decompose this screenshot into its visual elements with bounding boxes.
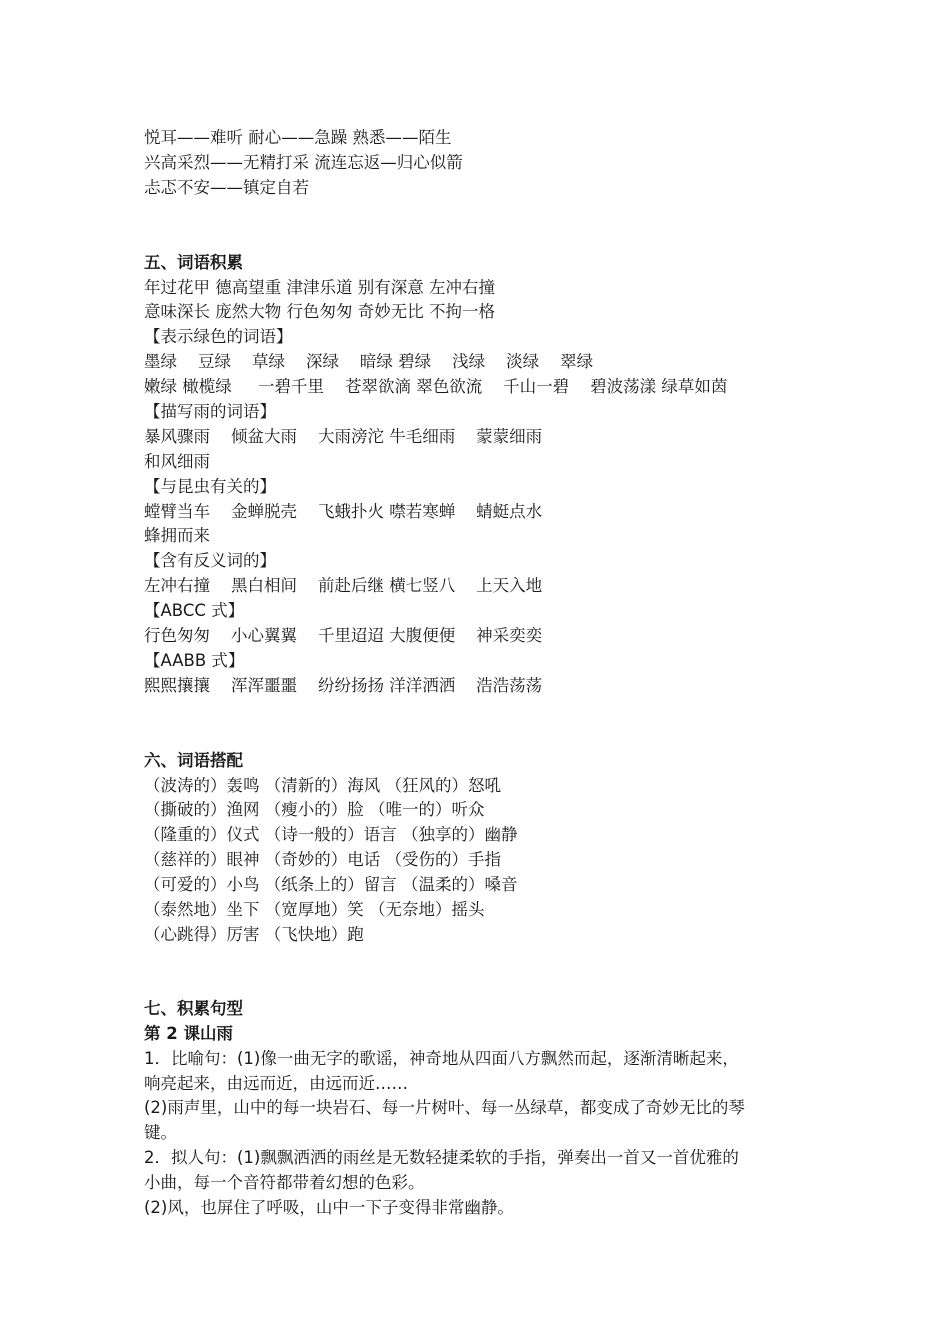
text-line: （撕破的）渔网 （瘦小的）脸 （唯一的）听众 [144,800,485,820]
text-line: 嫩绿 橄榄绿 一碧千里 苍翠欲滴 翠色欲流 千山一碧 碧波荡漾 绿草如茵 [144,377,728,397]
text-line: 蜂拥而来 [144,526,210,546]
text-line: (2)雨声里，山中的每一块岩石、每一片树叶、每一丛绿草，都变成了奇妙无比的琴 [144,1098,745,1118]
text-line: （波涛的）轰鸣 （清新的）海风 （狂风的）怒吼 [144,775,501,795]
text-line: (2)风，也屏住了呼吸，山中一下子变得非常幽静。 [144,1197,514,1217]
antonym-line: 兴高采烈——无精打采 流连忘返—归心似箭 [144,152,463,172]
document-page [144,126,824,1221]
section-heading: 六、词语搭配 [144,750,243,770]
text-line: 螳臂当车 金蝉脱壳 飞蛾扑火 噤若寒蝉 蜻蜓点水 [144,501,543,521]
text-line: 墨绿 豆绿 草绿 深绿 暗绿 碧绿 浅绿 淡绿 翠绿 [144,352,594,372]
category-label: 【描写雨的词语】 [144,402,276,422]
section-heading: 五、词语积累 [144,252,243,272]
category-label: 【含有反义词的】 [144,551,276,571]
section-vocabulary [144,251,824,699]
section-sentence-patterns [144,997,824,1221]
text-line: （慈祥的）眼神 （奇妙的）电话 （受伤的）手指 [144,850,501,870]
text-line: 响亮起来，由远而近，由远而近…… [144,1073,408,1093]
text-line: 左冲右撞 黑白相间 前赴后继 横七竖八 上天入地 [144,576,543,596]
text-line: 行色匆匆 小心翼翼 千里迢迢 大腹便便 神采奕奕 [144,626,543,646]
text-line: （心跳得）厉害 （飞快地）跑 [144,924,364,944]
text-line: 暴风骤雨 倾盆大雨 大雨滂沱 牛毛细雨 蒙蒙细雨 [144,426,543,446]
text-line: 年过花甲 德高望重 津津乐道 别有深意 左冲右撞 [144,277,495,297]
text-line: 小曲，每一个音符都带着幻想的色彩。 [144,1173,425,1193]
text-line: （可爱的）小鸟 （纸条上的）留言 （温柔的）嗓音 [144,875,518,895]
section-word-pairing [144,749,824,948]
text-line: 意味深长 庞然大物 行色匆匆 奇妙无比 不拘一格 [144,302,495,322]
text-line: （泰然地）坐下 （宽厚地）笑 （无奈地）摇头 [144,900,485,920]
section-heading: 七、积累句型 [144,998,243,1018]
text-line: （隆重的）仪式 （诗一般的）语言 （独享的）幽静 [144,825,518,845]
category-label: 【与昆虫有关的】 [144,476,276,496]
text-line: 熙熙攘攘 浑浑噩噩 纷纷扬扬 洋洋洒洒 浩浩荡荡 [144,675,543,695]
category-label: 【ABCC 式】 [144,601,245,621]
category-label: 【AABB 式】 [144,650,245,670]
antonym-list [144,126,824,201]
category-label: 【表示绿色的词语】 [144,327,293,347]
antonym-line: 忐忑不安——镇定自若 [144,177,309,197]
lesson-title: 第 2 课山雨 [144,1023,233,1043]
text-line: 1．比喻句：(1)像一曲无字的歌谣，神奇地从四面八方飘然而起，逐渐清晰起来， [144,1048,739,1068]
text-line: 2．拟人句：(1)飘飘洒洒的雨丝是无数轻捷柔软的手指，弹奏出一首又一首优雅的 [144,1148,739,1168]
antonym-line: 悦耳——难听 耐心——急躁 熟悉——陌生 [144,128,452,147]
text-line: 键。 [144,1123,177,1143]
text-line: 和风细雨 [144,451,210,471]
